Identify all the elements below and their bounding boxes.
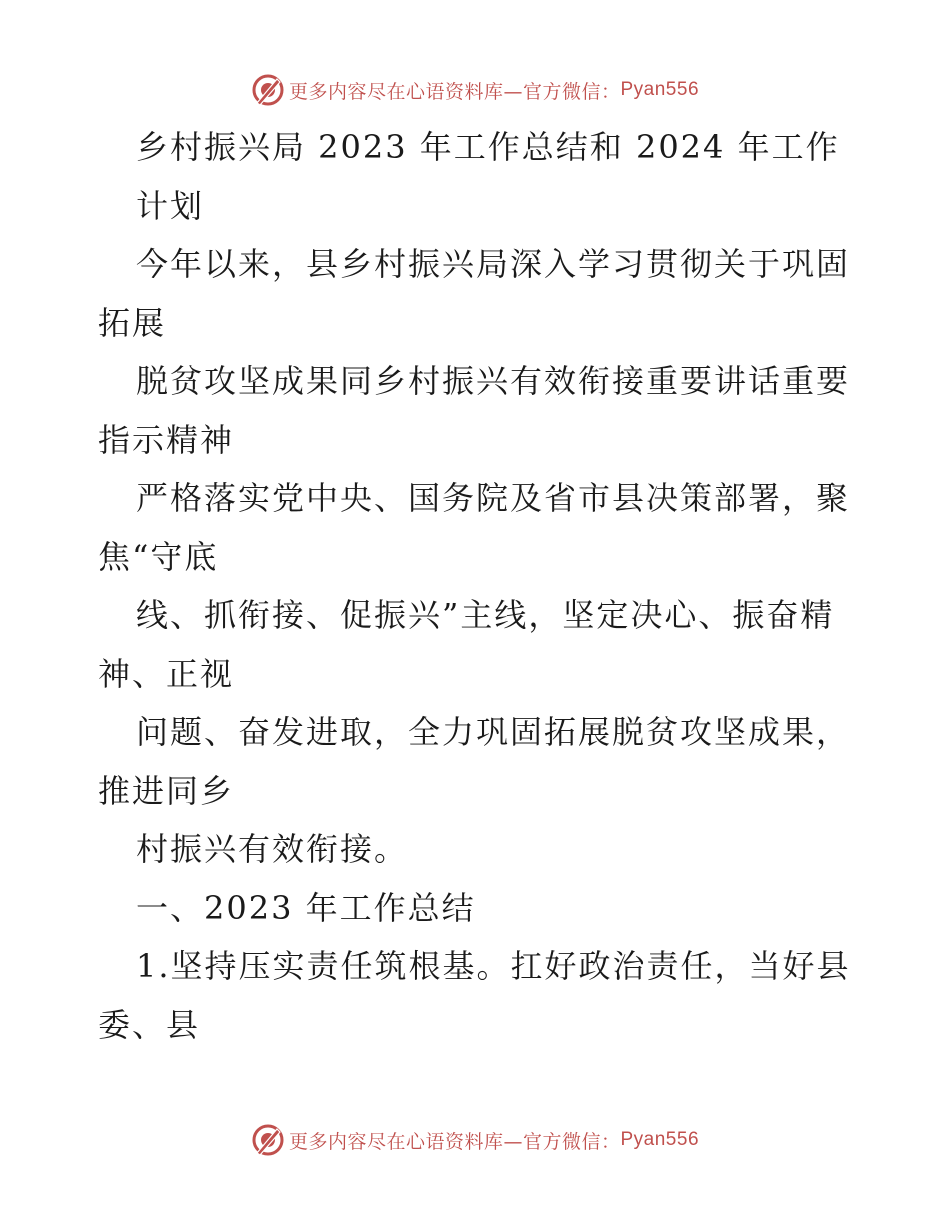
- text-line: 脱贫攻坚成果同乡村振兴有效衔接重要讲话重要: [136, 362, 851, 400]
- text-line: 拓展: [98, 303, 167, 342]
- title-line-2: 计划: [136, 186, 205, 225]
- pen-logo-icon: [251, 1123, 285, 1157]
- text-line: 焦“守底: [98, 537, 219, 576]
- text-line: 今年以来，县乡村振兴局深入学习贯彻关于巩固: [136, 245, 851, 283]
- text-line: 问题、奋发进取，全力巩固拓展脱贫攻坚成果，: [136, 713, 851, 751]
- text-line: 村振兴有效衔接。: [136, 830, 409, 868]
- text-line: 推进同乡: [98, 771, 235, 810]
- text-line: 1.坚持压实责任筑根基。扛好政治责任，当好县: [136, 947, 851, 985]
- document-body: [98, 118, 858, 1054]
- watermark-text: 更多内容尽在心语资料库—官方微信：: [288, 80, 621, 103]
- footer-watermark: [0, 1120, 950, 1160]
- watermark-text: 更多内容尽在心语资料库—官方微信：: [288, 1130, 621, 1153]
- section-heading: 一、2023 年工作总结: [136, 888, 476, 927]
- text-line: 严格落实党中央、国务院及省市县决策部署，聚: [136, 479, 851, 517]
- watermark-handle: Pyan556: [620, 1129, 700, 1150]
- text-line: 线、抓衔接、促振兴”主线，坚定决心、振奋精: [136, 596, 835, 634]
- header-watermark: [0, 70, 950, 110]
- text-line: 委、县: [98, 1005, 201, 1044]
- text-line: 神、正视: [98, 654, 235, 693]
- watermark-handle: Pyan556: [620, 79, 700, 100]
- pen-logo-icon: [251, 73, 285, 107]
- title-line-1: 乡村振兴局 2023 年工作总结和 2024 年工作: [136, 128, 840, 166]
- text-line: 指示精神: [98, 420, 235, 459]
